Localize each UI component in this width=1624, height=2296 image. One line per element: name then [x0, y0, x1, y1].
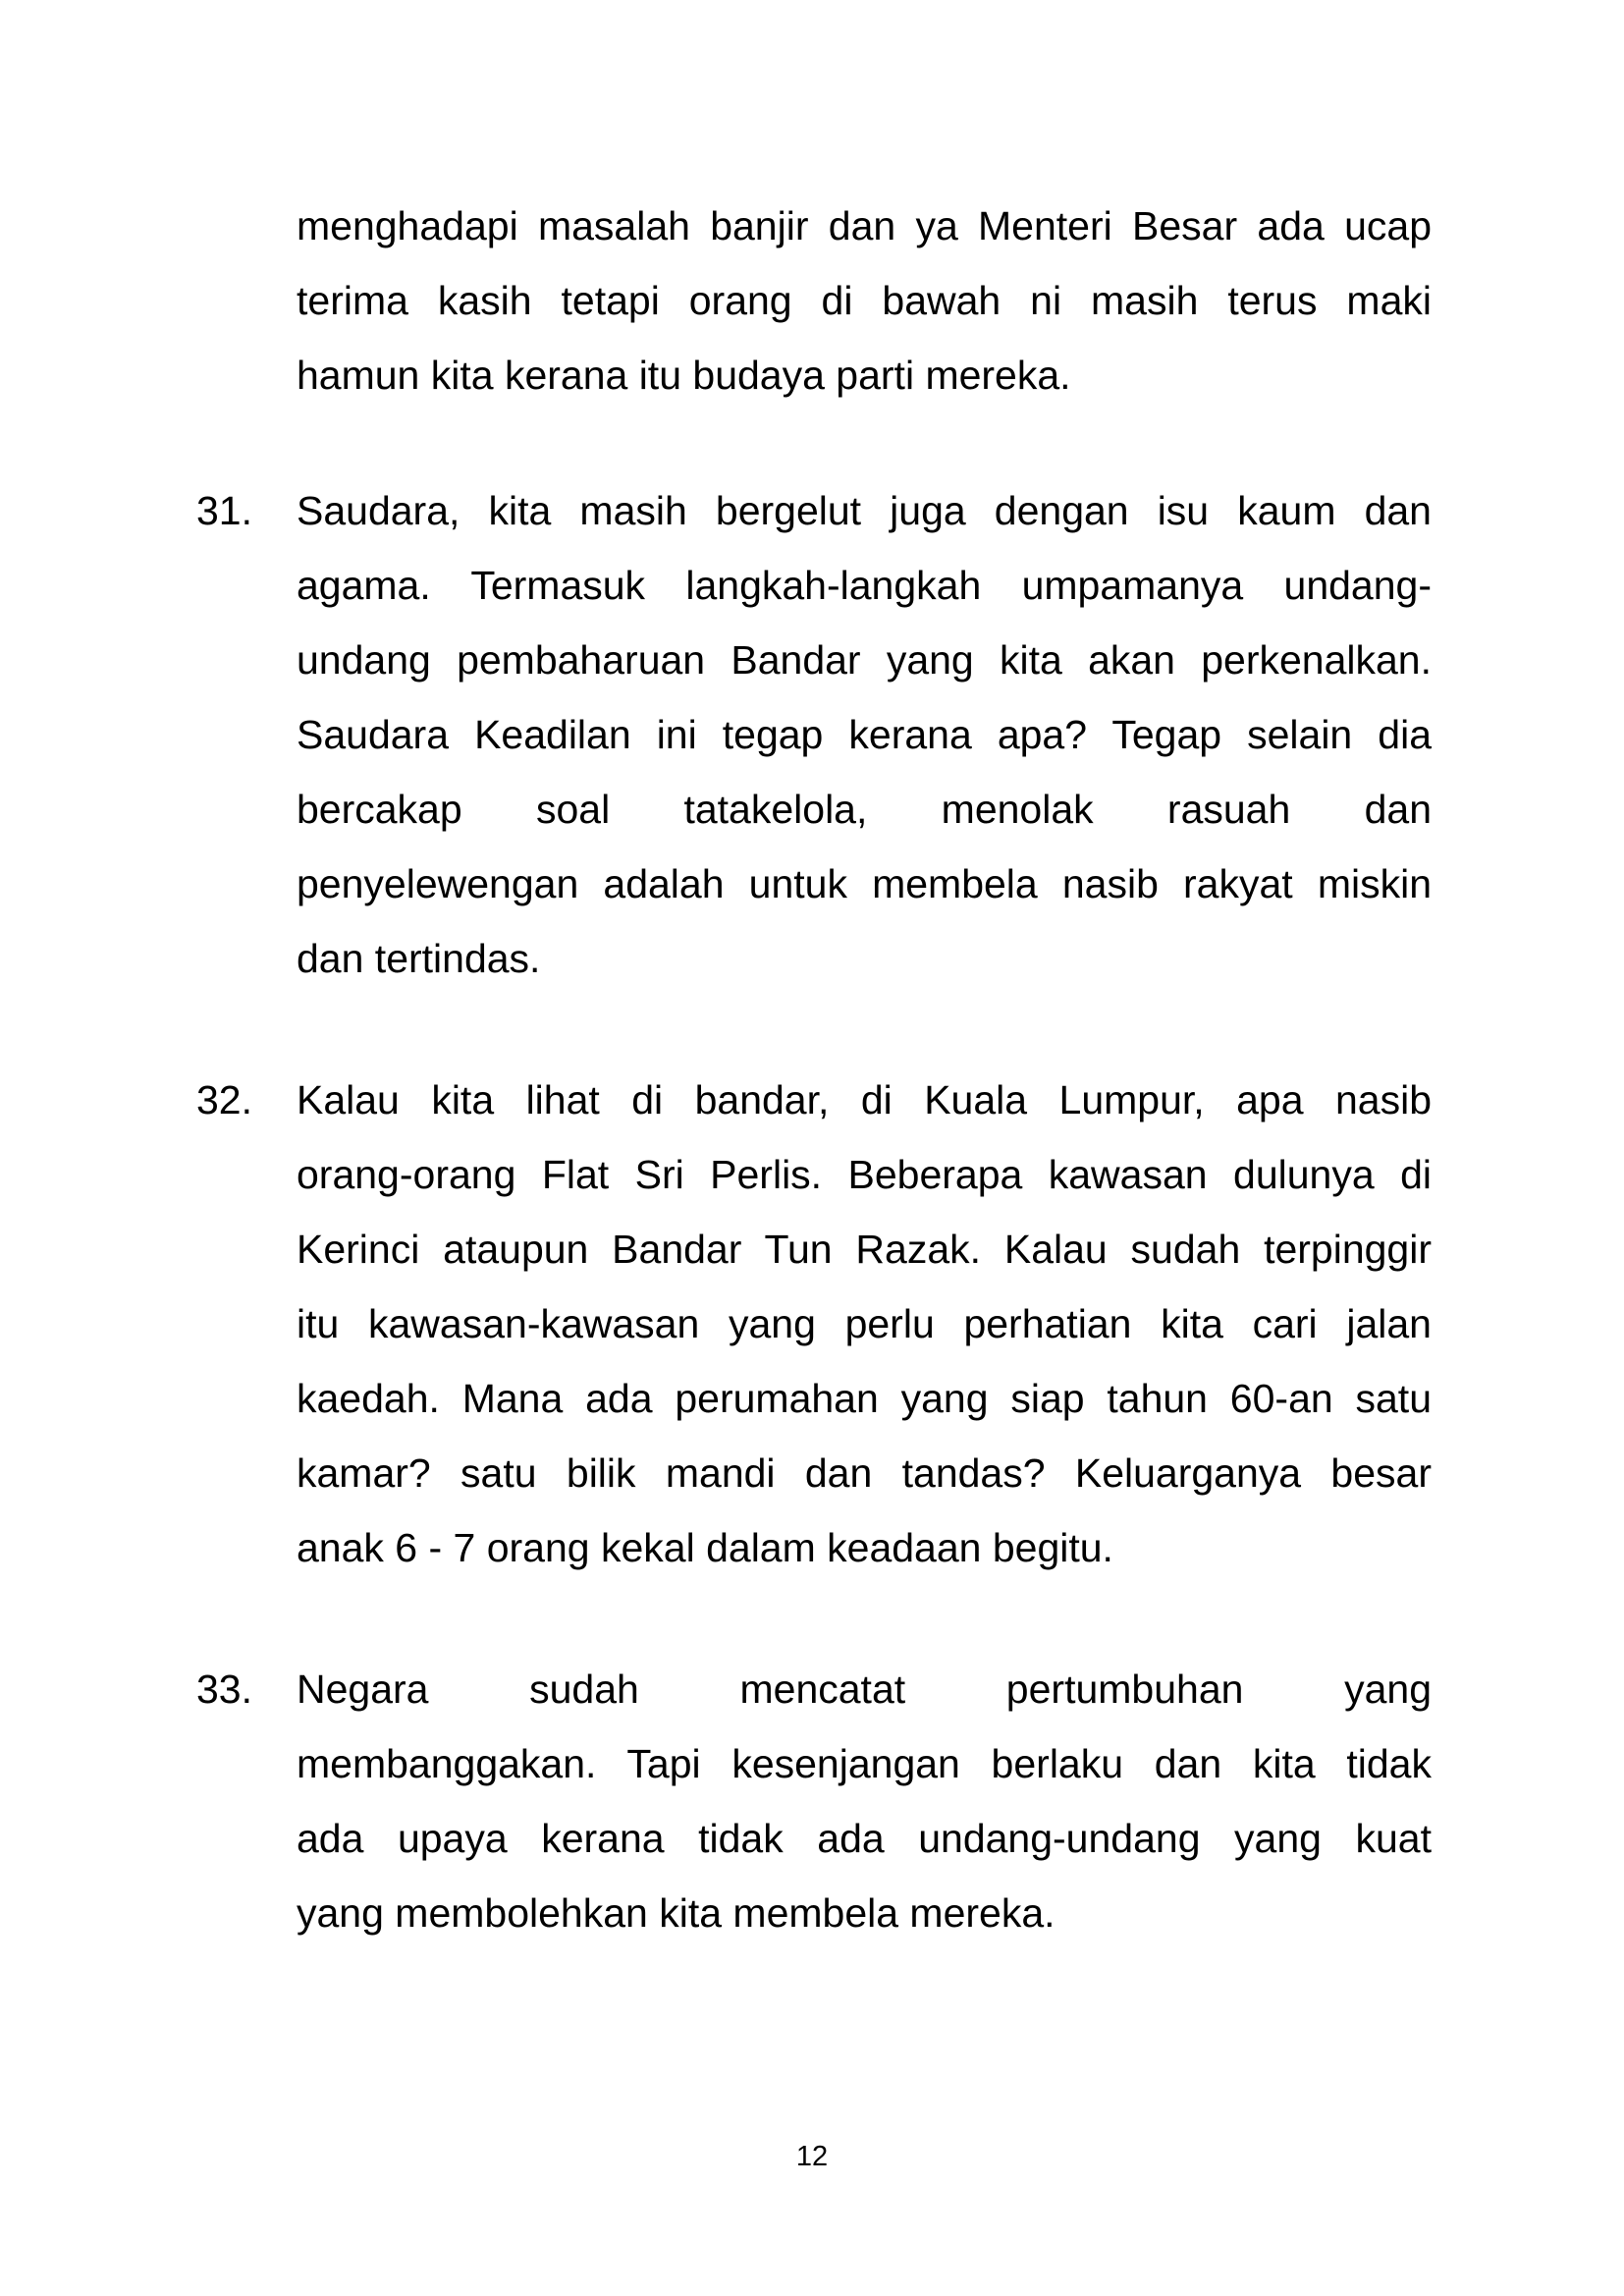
paragraph-line: undang pembaharuan Bandar yang kita akan perkenalkan. [297, 637, 1432, 683]
paragraph-line: bercakap soal tatakelola, menolak rasuah dan [297, 787, 1432, 832]
paragraph-line: Kalau kita lihat di bandar, di Kuala Lumpur, apa nasib [297, 1077, 1432, 1122]
paragraph-line: membanggakan. Tapi kesenjangan berlaku dan kita tidak [297, 1741, 1432, 1786]
paragraph-number: 32. [196, 1077, 252, 1122]
paragraph-line: kaedah. Mana ada perumahan yang siap tahun 60-an satu [297, 1376, 1432, 1421]
paragraph-line: Saudara Keadilan ini tegap kerana apa? Tegap selain dia [297, 712, 1432, 757]
paragraph-line: Kerinci ataupun Bandar Tun Razak. Kalau sudah terpinggir [297, 1227, 1432, 1272]
paragraph-line: Saudara, kita masih bergelut juga dengan isu kaum dan [297, 488, 1432, 533]
paragraph-line: anak 6 - 7 orang kekal dalam keadaan begitu. [297, 1525, 1113, 1570]
paragraph-line: kamar? satu bilik mandi dan tandas? Keluarganya besar [297, 1450, 1432, 1496]
paragraph-number: 33. [196, 1667, 252, 1712]
paragraph-line: penyelewengan adalah untuk membela nasib rakyat miskin [297, 861, 1432, 906]
paragraph-line: itu kawasan-kawasan yang perlu perhatian kita cari jalan [297, 1301, 1432, 1346]
paragraph-line: menghadapi masalah banjir dan ya Menteri Besar ada ucap [297, 203, 1432, 248]
paragraph-line: Negara sudah mencatat pertumbuhan yang [297, 1667, 1432, 1712]
paragraph-line: agama. Termasuk langkah-langkah umpamanya undang- [297, 563, 1432, 608]
paragraph-line: ada upaya kerana tidak ada undang-undang yang kuat [297, 1816, 1432, 1861]
paragraph-line: terima kasih tetapi orang di bawah ni masih terus maki [297, 278, 1432, 323]
paragraph-line: dan tertindas. [297, 936, 541, 981]
paragraph-line: hamun kita kerana itu budaya parti mereka. [297, 353, 1071, 398]
page-number: 12 [795, 2141, 829, 2172]
paragraph-line: yang membolehkan kita membela mereka. [297, 1890, 1056, 1936]
paragraph-number: 31. [196, 488, 252, 533]
paragraph-line: orang-orang Flat Sri Perlis. Beberapa kawasan dulunya di [297, 1152, 1432, 1197]
